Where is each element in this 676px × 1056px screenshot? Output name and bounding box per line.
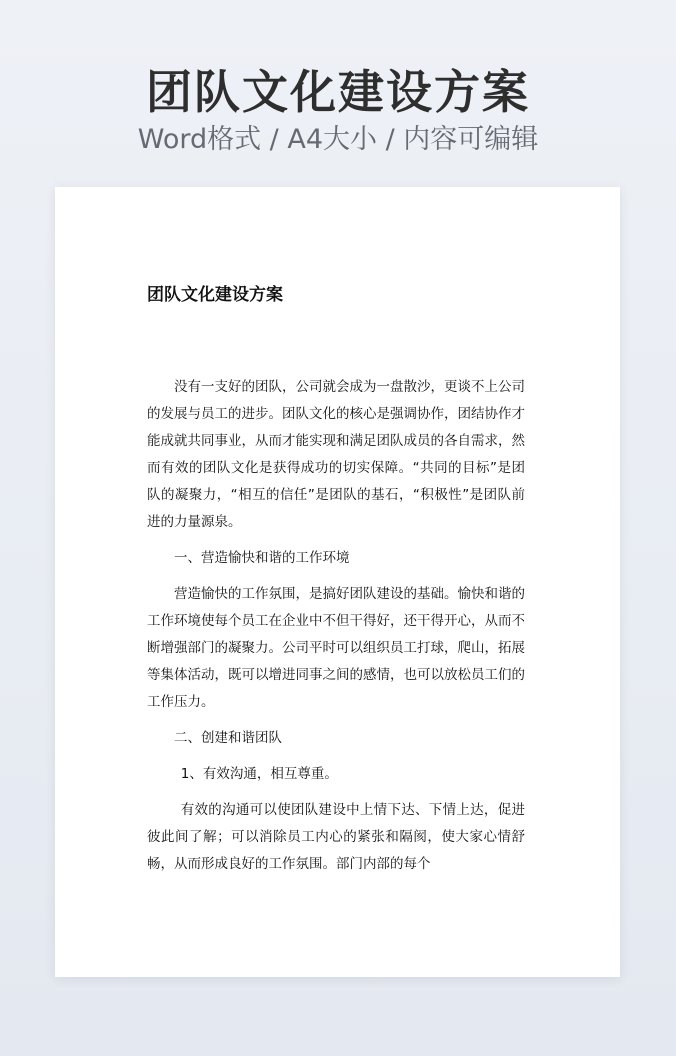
page-title: 团队文化建设方案 [146, 65, 530, 119]
subsection-heading-1: 1、有效沟通，相互尊重。 [180, 766, 338, 782]
page-header [0, 62, 676, 158]
page-subtitle: Word格式 / A4大小 / 内容可编辑 [137, 124, 539, 155]
paragraph-section-1: 营造愉快的工作氛围，是搞好团队建设的基础。愉快和谐的工作环境使每个员工在企业中不但干得好，还干得开心，从而不断增强部门的凝聚力。公司平时可以组织员工打球，爬山，拓展等集体活动，既可以增进同事之间的感情，也可以放松员工们的工作压力。 [147, 586, 525, 710]
section-heading-1: 一、营造愉快和谐的工作环境 [174, 550, 350, 566]
section-heading-2: 二、创建和谐团队 [174, 730, 282, 746]
document-title: 团队文化建设方案 [147, 285, 283, 305]
paragraph-subsection-1: 有效的沟通可以使团队建设中上情下达、下情上达，促进彼此间了解；可以消除员工内心的紧张和隔阂，使大家心情舒畅，从而形成良好的工作氛围。部门内部的每个 [147, 802, 525, 872]
paragraph-intro: 没有一支好的团队，公司就会成为一盘散沙，更谈不上公司的发展与员工的进步。团队文化的核心是强调协作，团结协作才能成就共同事业，从而才能实现和满足团队成员的各自需求，然而有效的团队文化是获得成功的切实保障。“共同的目标”是团队的凝聚力，“相互的信任”是团队的基石，“积极性”是团队前进的力量源泉。 [147, 379, 525, 530]
document-page [55, 187, 620, 977]
document-body [147, 374, 525, 887]
